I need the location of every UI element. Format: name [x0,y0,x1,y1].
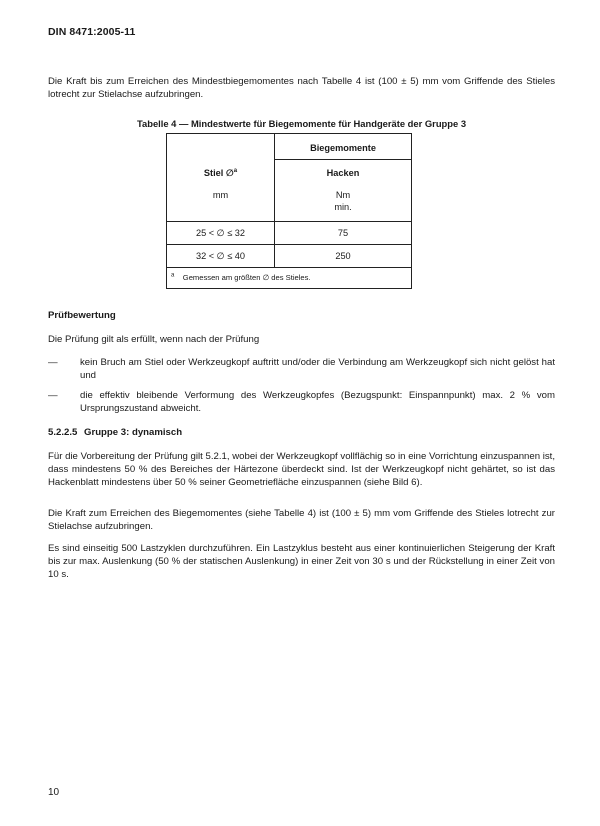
table-caption: Tabelle 4 — Mindestwerte für Biegemomente für Handgeräte der Gruppe 3 [136,118,467,129]
table-header-diameter [167,134,275,222]
list-item [48,356,555,382]
section-paragraph: Für die Vorbereitung der Prüfung gilt 5.2.1, wobei der Werkzeugkopf vollflächig so in eine Vorrichtung einzuspannen ist, dass mindestens 50 % des Bereiches der Härtezone überdeckt sind. Ist der Werkzeugkopf nicht gehärtet, so ist das Hackenblatt mindestens über 50 % seiner Geometriefläche einzuspannen (siehe Bild 6). [48,451,555,488]
list-dash: — [48,390,58,401]
table-footnote-row [167,268,412,289]
header-divider [275,159,411,160]
table-row [167,222,412,245]
table-cell-value: 75 [275,222,412,245]
moment-unit-note: min. [334,202,352,212]
section-paragraph: Es sind einseitig 500 Lastzyklen durchzuführen. Ein Lastzyklus besteht aus einer kontinuierlichen Steigerung der Kraft bis zur max. Auslenkung (50 % der statischen Auslenkung) in einer Zeit von 30 s und der Rückstellung in einer Zeit von 10 s. [48,543,555,580]
bending-moment-table [166,133,412,289]
moment-unit: Nm [335,190,351,200]
footnote-mark: a [171,272,175,279]
list-item [48,389,555,415]
table-row [167,245,412,268]
evaluation-heading: Prüfbewertung [48,310,116,321]
section-number: 5.2.2.5 [48,427,78,438]
diameter-unit: mm [212,190,229,200]
table-cell-value: 250 [275,245,412,268]
intro-paragraph: Die Kraft bis zum Erreichen des Mindestbiegemomentes nach Tabelle 4 ist (100 ± 5) mm vom Griffende des Stieles lotrecht zur Stielachse aufzubringen. [48,76,555,100]
table-cell-range: 32 < ∅ ≤ 40 [167,245,275,268]
diameter-footnote-mark: a [233,167,238,174]
table-cell-range: 25 < ∅ ≤ 32 [167,222,275,245]
moment-group-header: Biegemomente [310,143,376,153]
diameter-header [167,167,274,180]
hoe-header: Hacken [326,168,360,178]
footnote-text: Gemessen am größten ∅ des Stieles. [182,273,311,282]
section-heading [48,426,182,439]
diameter-header-label: Stiel ∅ [203,168,234,178]
table-header-moment [275,134,412,222]
table-header-row [167,134,412,222]
list-item-text: kein Bruch am Stiel oder Werkzeugkopf auftritt und/oder die Verbindung am Werkzeugkopf sich nicht gelöst hat und [80,357,555,381]
section-title: Gruppe 3: dynamisch [84,427,183,438]
list-dash: — [48,357,58,368]
page-number: 10 [48,787,60,798]
section-paragraph: Die Kraft zum Erreichen des Biegemomentes (siehe Tabelle 4) ist (100 ± 5) mm vom Griffende des Stieles lotrecht zur Stielachse aufzubringen. [48,508,555,532]
table-footnote [167,268,412,289]
list-item-text: die effektiv bleibende Verformung des Werkzeugkopfes (Bezugspunkt: Einspannpunkt) max. 2 % vom Ursprungszustand abweicht. [80,390,555,414]
document-id: DIN 8471:2005-11 [48,26,136,38]
evaluation-intro: Die Prüfung gilt als erfüllt, wenn nach der Prüfung [48,334,260,345]
